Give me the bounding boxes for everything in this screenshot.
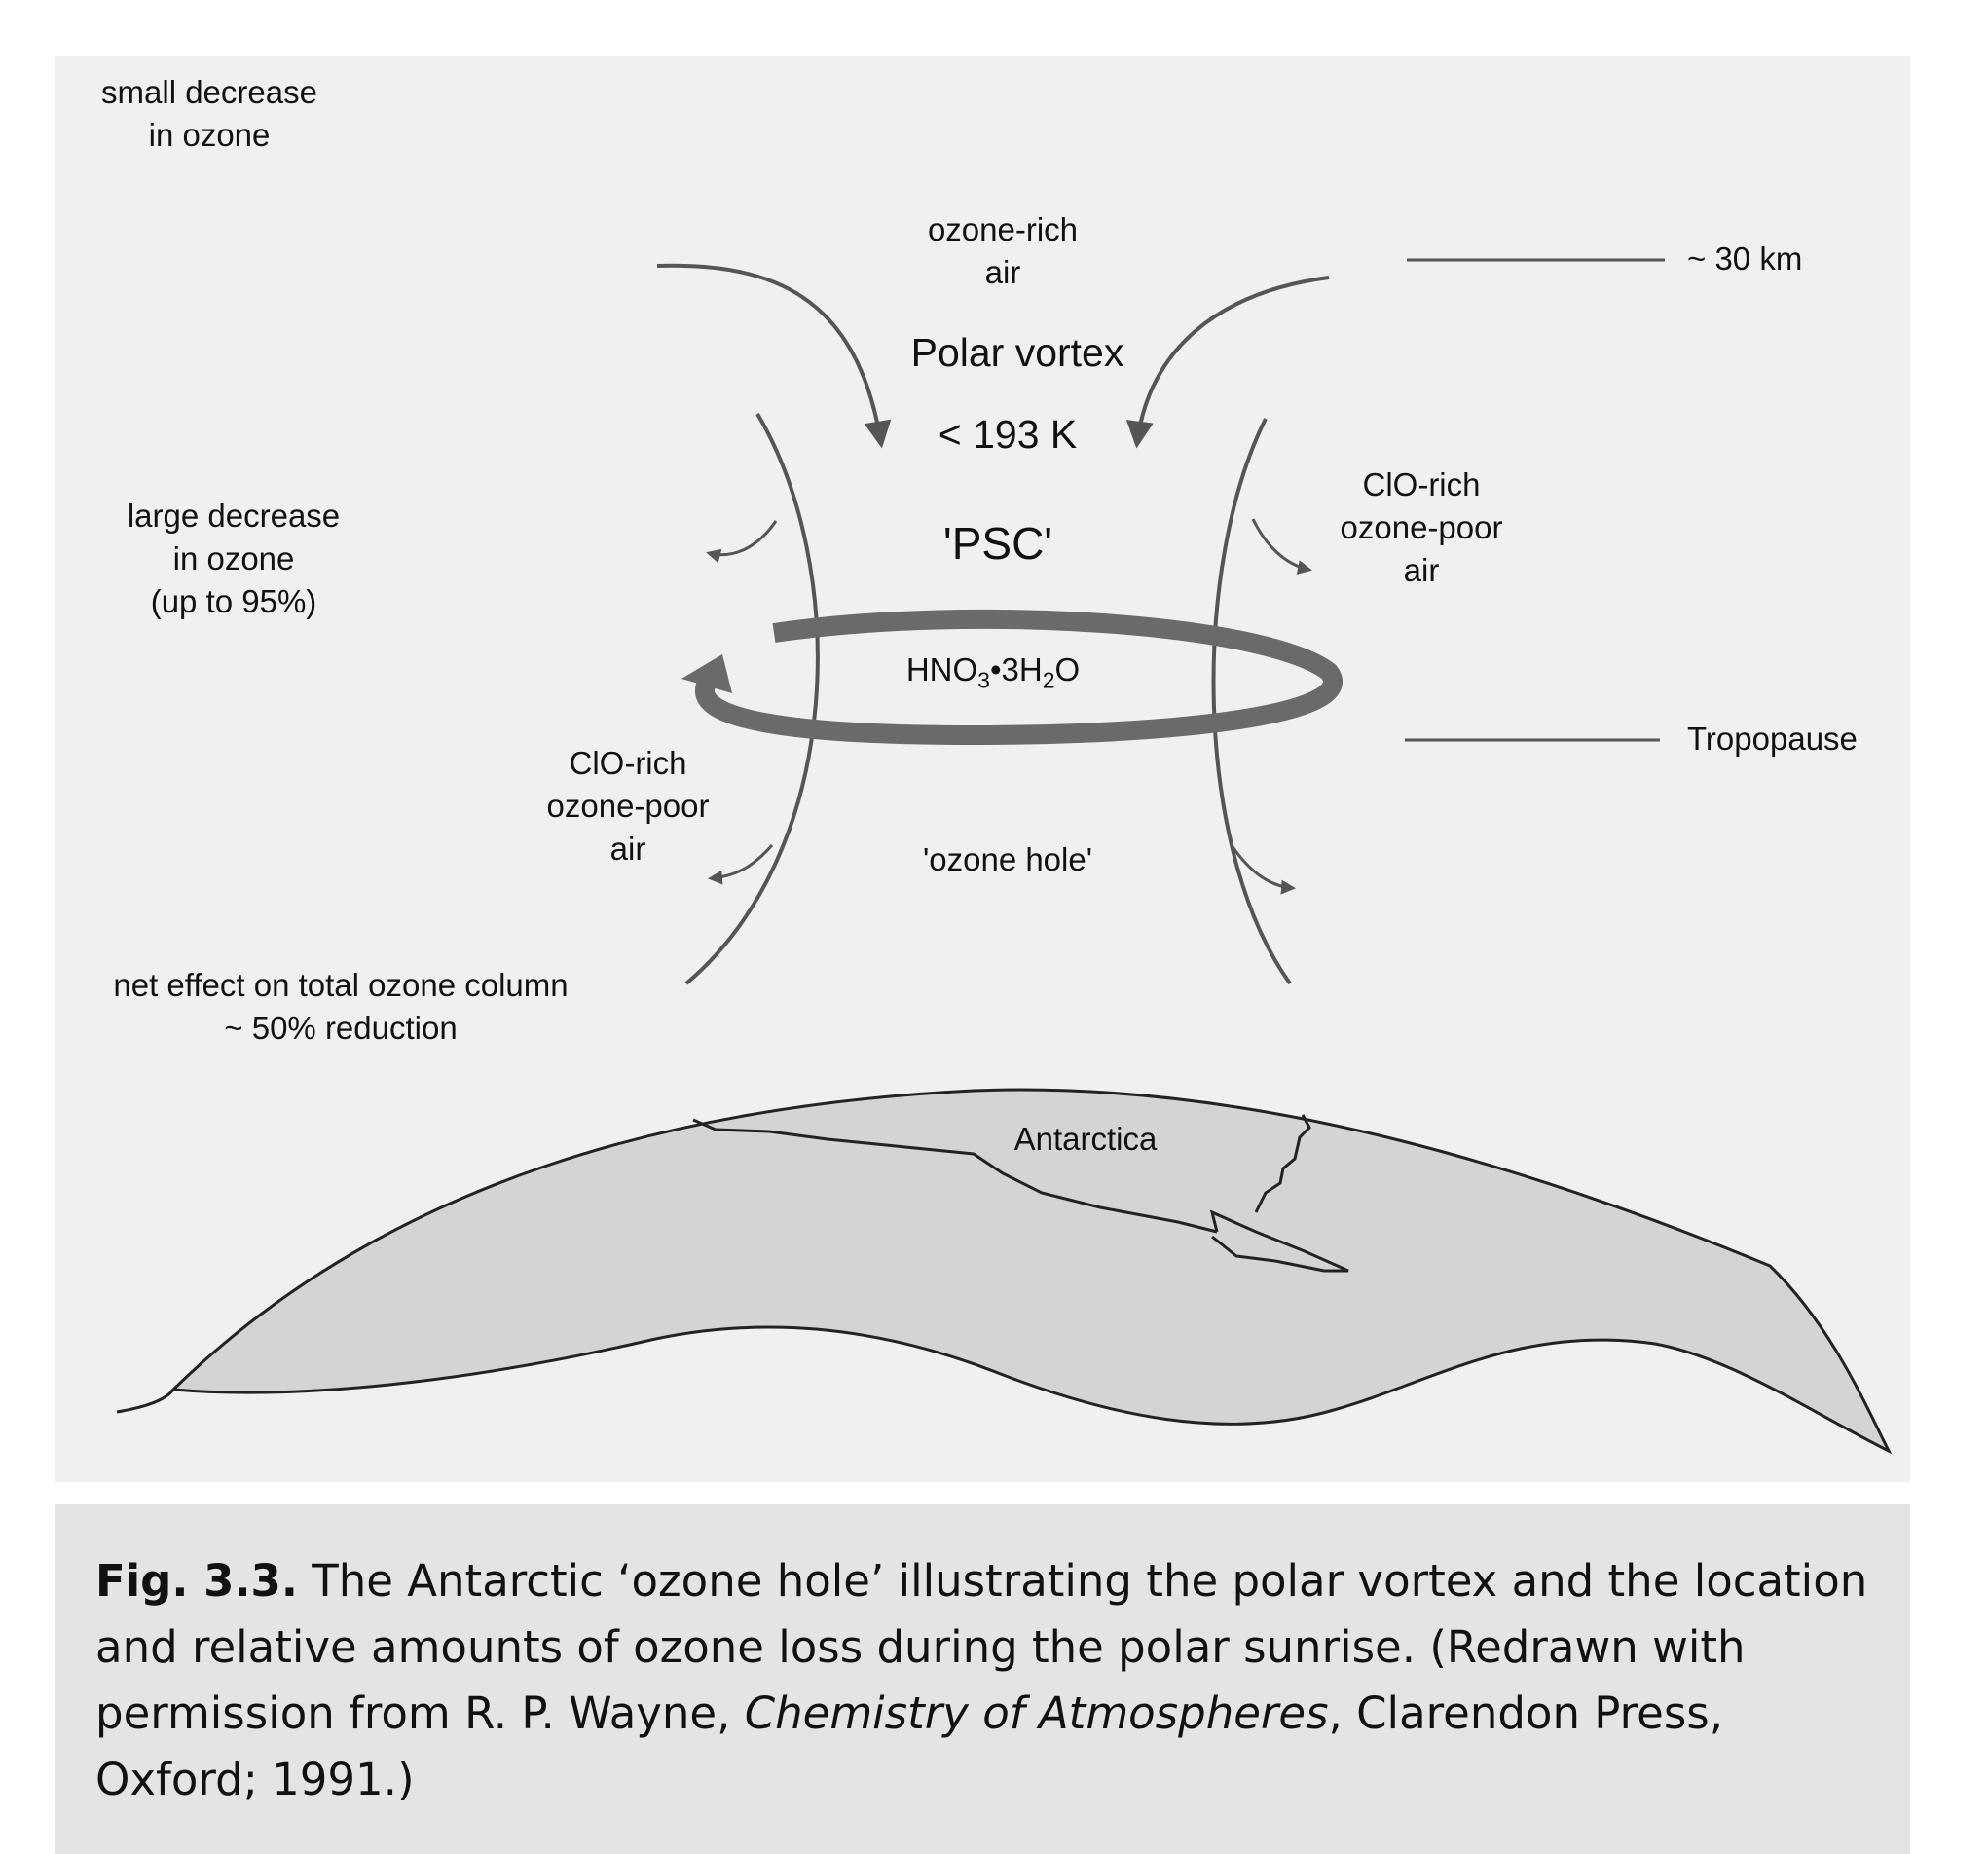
label-temperature: < 193 K bbox=[938, 412, 1078, 457]
caption-figure-number: Fig. 3.3. bbox=[95, 1555, 298, 1607]
coastline-outline bbox=[117, 1390, 173, 1412]
label-altitude-30km: ~ 30 km bbox=[1687, 241, 1803, 277]
caption-text: The Antarctic ‘ozone hole’ illustrating the polar vortex and the location and relative amounts of ozone loss during the polar sunrise. (Redrawn with permission from R. P. Wayne, bbox=[95, 1555, 1868, 1739]
label-small-decrease: small decrease in ozone bbox=[101, 74, 317, 153]
label-psc: 'PSC' bbox=[942, 518, 1053, 569]
label-ozone-hole: 'ozone hole' bbox=[922, 841, 1093, 877]
caption-book-title: Chemistry of Atmospheres bbox=[744, 1687, 1329, 1739]
vortex-boundary-right bbox=[1214, 419, 1290, 983]
label-net-effect: net effect on total ozone column ~ 50% reduction bbox=[113, 967, 569, 1046]
inflow-arrow-left bbox=[657, 266, 881, 443]
label-polar-vortex: Polar vortex bbox=[910, 330, 1124, 375]
label-psc-formula: $HNO_3•3H_2O$ bbox=[905, 651, 1081, 693]
outflow-hook-upper-left bbox=[709, 521, 776, 555]
label-clo-rich-right: ClO-rich ozone-poor air bbox=[1340, 466, 1503, 588]
caption-text-end: , Clarendon Press, Oxford; 1991.) bbox=[95, 1687, 1724, 1805]
label-antarctica: Antarctica bbox=[1013, 1121, 1158, 1157]
outflow-hook-upper-right bbox=[1253, 519, 1309, 570]
label-large-decrease: large decrease in ozone (up to 95%) bbox=[127, 498, 341, 619]
label-ozone-rich-air: ozone-rich air bbox=[927, 211, 1079, 290]
label-clo-rich-left: ClO-rich ozone-poor air bbox=[546, 745, 710, 867]
figure-caption bbox=[95, 1548, 1887, 1813]
label-tropopause: Tropopause bbox=[1687, 721, 1858, 757]
